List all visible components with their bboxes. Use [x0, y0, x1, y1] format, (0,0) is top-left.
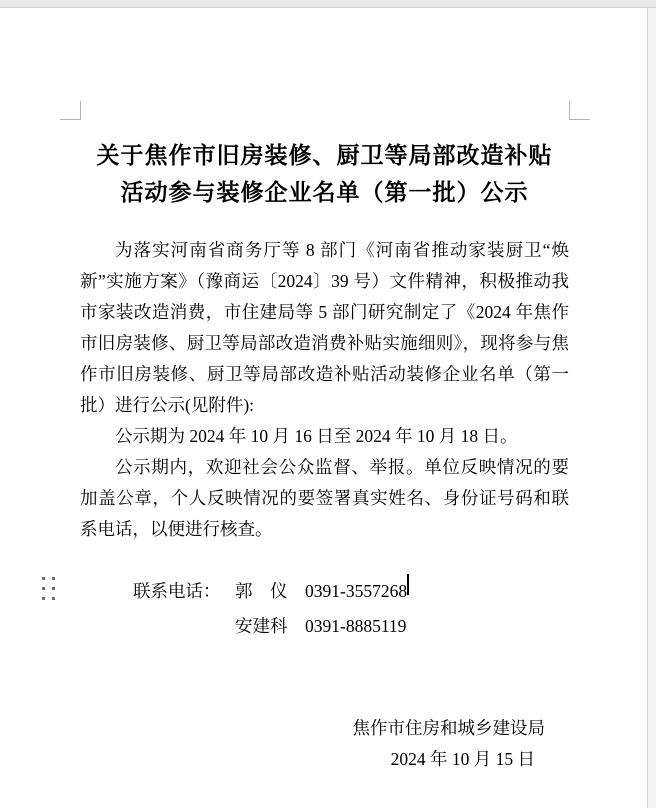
dot [52, 577, 55, 580]
contact-section [80, 574, 569, 644]
paragraph-intro: 为落实河南省商务厅等 8 部门《河南省推动家装厨卫“焕新”实施方案》（豫商运〔2024〕39 号）文件精神，积极推动我市家装改造消费，市住建局等 5 部门研究制定了《2024 年焦作市旧房装修、厨卫等局部改造消费补贴实施细则》，现将参与焦作市旧房装修、厨卫等局部改造补贴活动装修企业名单（第一批）进行公示(见附件): [80, 240, 569, 415]
dot [42, 587, 45, 590]
contact-label-spacer [80, 609, 235, 644]
margin-crop-mark-top-right [569, 101, 590, 120]
dot [52, 587, 55, 590]
page-right-gutter [647, 8, 656, 808]
document-body[interactable] [80, 235, 569, 644]
document-title-line2: 活动参与装修企业名单（第一批）公示 [120, 180, 529, 206]
paragraph-feedback-instructions: 公示期内，欢迎社会公众监督、举报。单位反映情况的要加盖公章，个人反映情况的要签署真实姓名、身份证号码和联系电话，以便进行核查。 [80, 457, 569, 539]
text-cursor [407, 574, 409, 595]
dot [42, 577, 45, 580]
issuing-authority: 焦作市住房和城乡建设局 [352, 718, 545, 738]
contact-phone: 0391-8885119 [305, 616, 407, 636]
document-title-line1: 关于焦作市旧房装修、厨卫等局部改造补贴 [96, 143, 553, 169]
issue-date: 2024 年 10 月 15 日 [390, 749, 535, 769]
contact-name: 郭 仪 [235, 581, 288, 601]
window-chrome-top-edge [0, 0, 656, 8]
document-title [80, 137, 569, 211]
dot [52, 597, 55, 600]
contact-phone: 0391-3557268 [305, 581, 408, 601]
paragraph-drag-handle-icon[interactable] [42, 577, 55, 600]
contact-label: 联系电话： [133, 581, 221, 601]
signature-block [80, 713, 569, 775]
paragraph-publicity-period: 公示期为 2024 年 10 月 16 日至 2024 年 10 月 18 日。 [115, 426, 518, 446]
contact-row [80, 609, 569, 644]
dot [42, 597, 45, 600]
margin-crop-mark-top-left [60, 101, 81, 120]
contact-row [80, 574, 569, 609]
contact-name: 安建科 [235, 616, 288, 636]
